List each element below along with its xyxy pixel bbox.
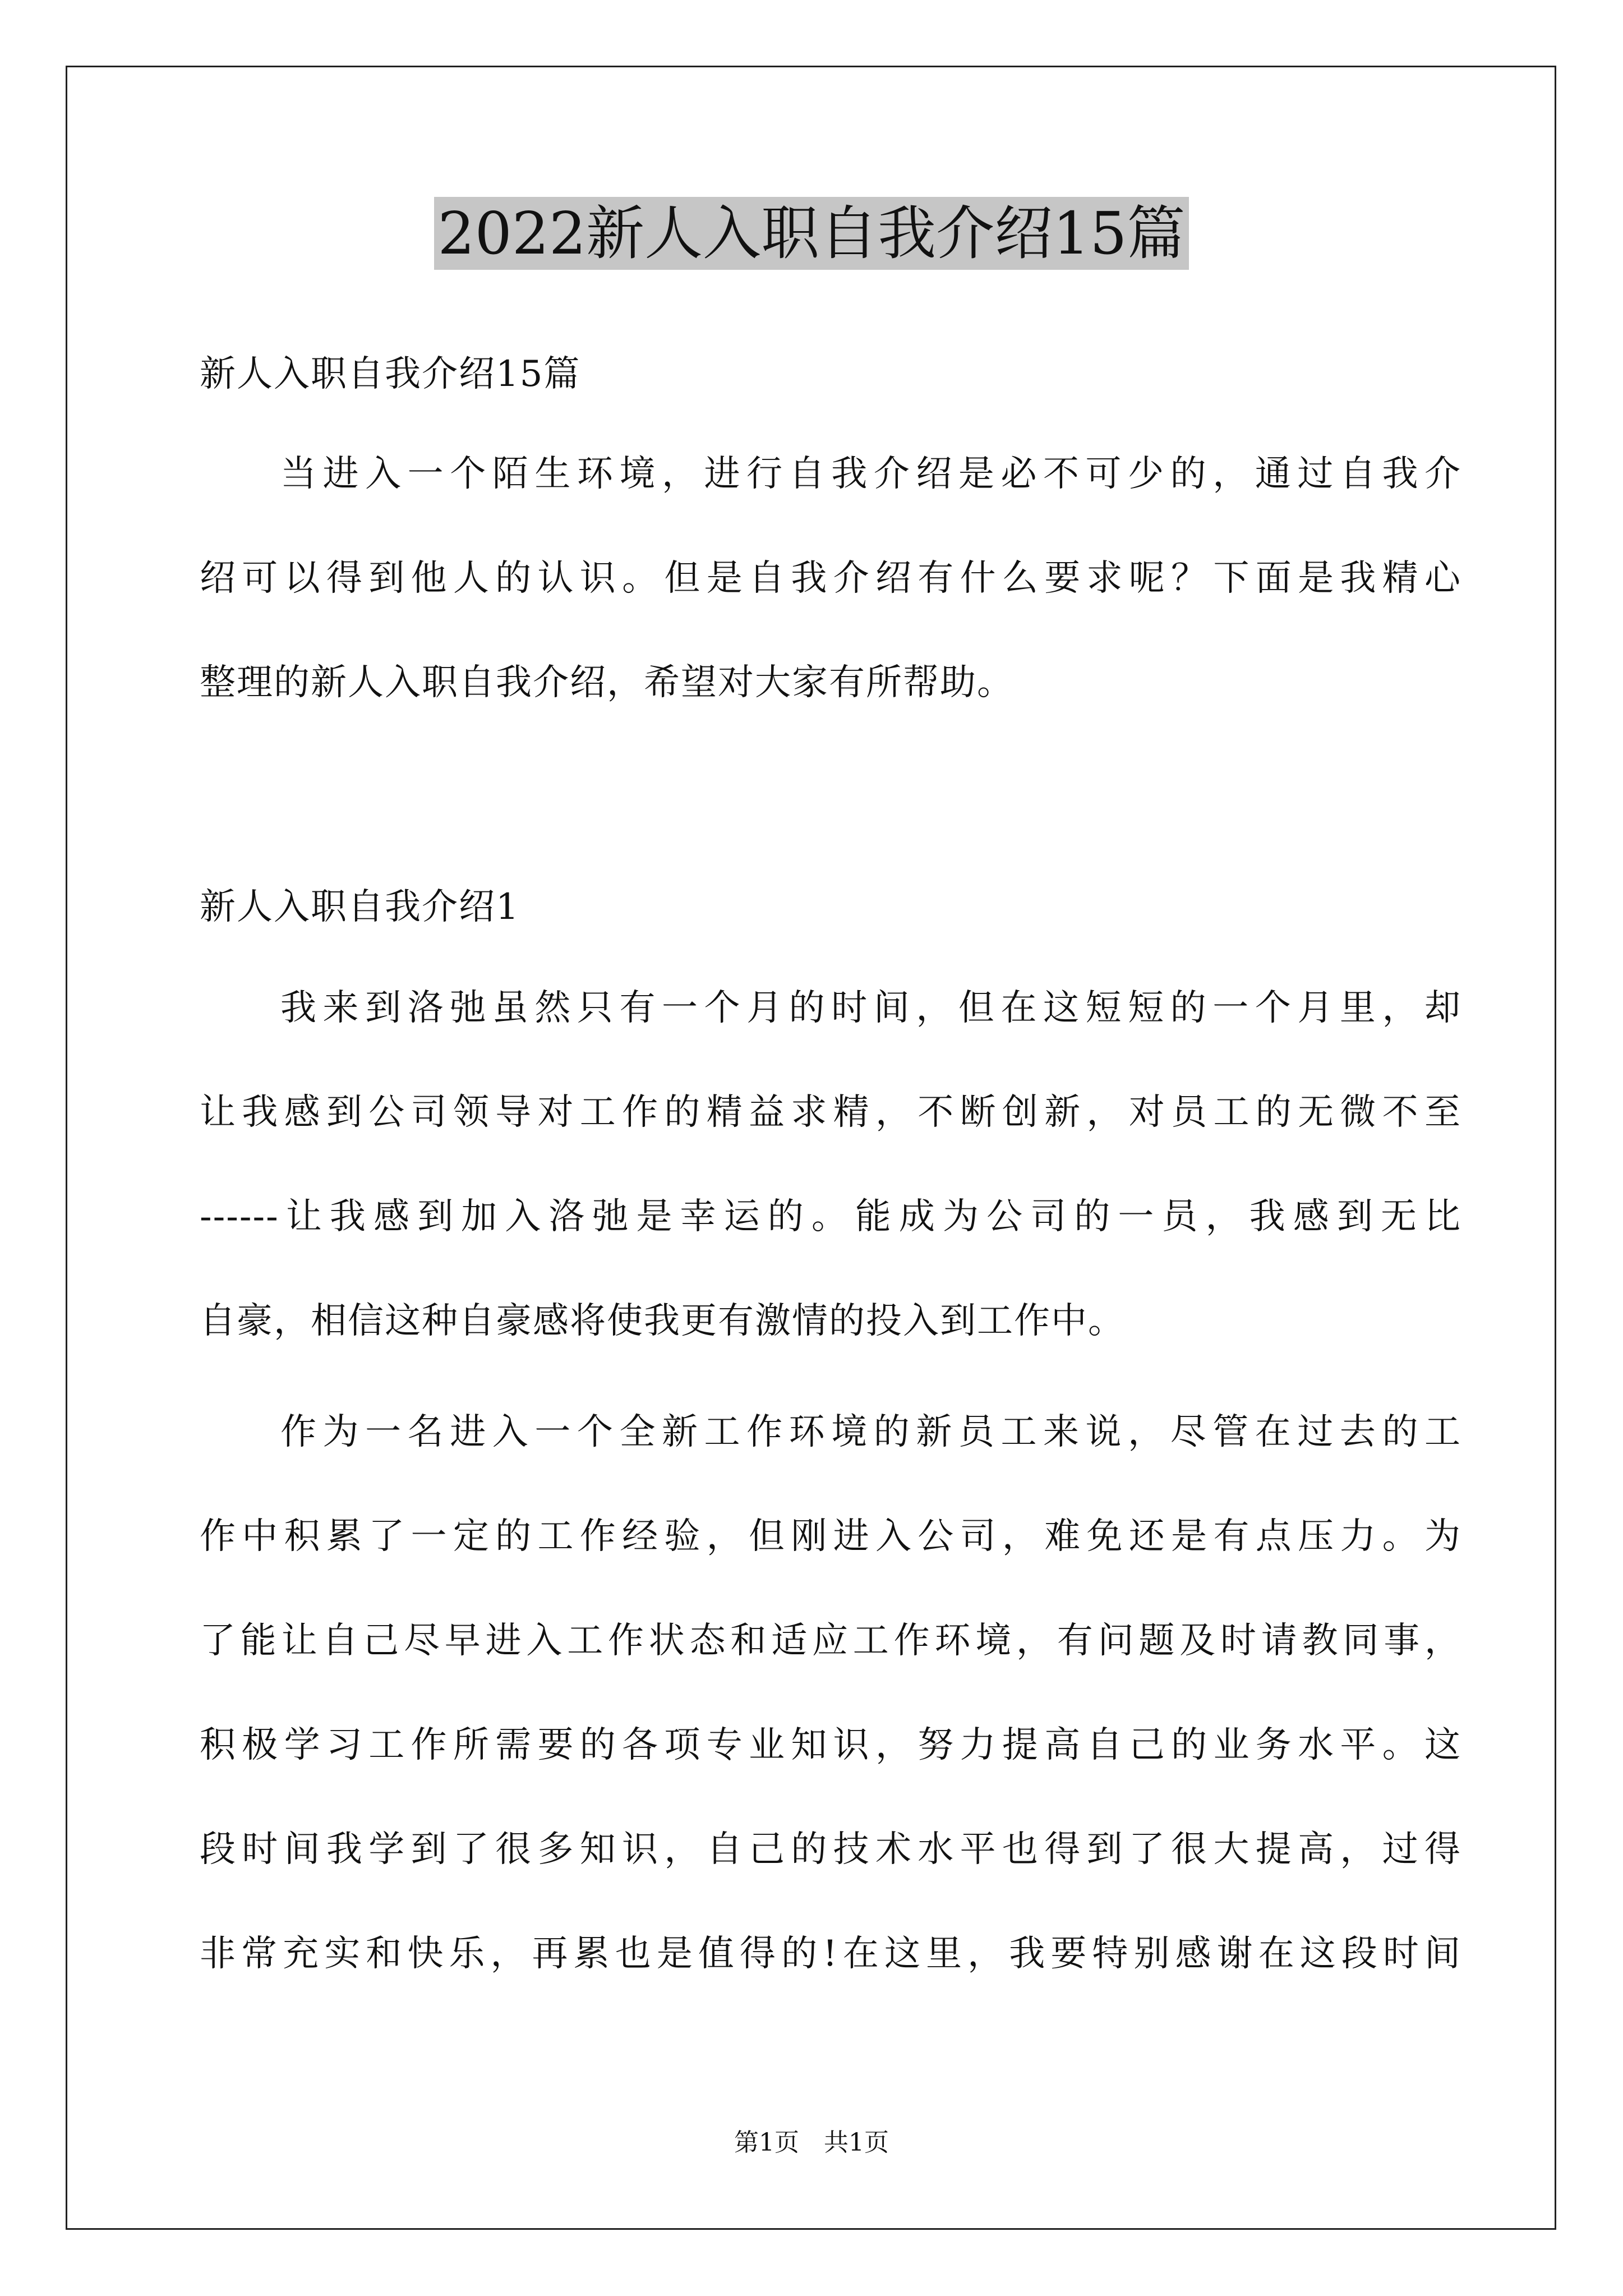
paragraph2-line: 非常充实和快乐，再累也是值得的!在这里，我要特别感谢在这段时间 xyxy=(200,1933,1461,1975)
intro-line: 当进入一个陌生环境，进行自我介绍是必不可少的，通过自我介 xyxy=(280,453,1461,495)
document-title xyxy=(0,195,1623,272)
document-title-text: 2022新人入职自我介绍15篇 xyxy=(434,197,1188,270)
page-footer: 第1页 共1页 xyxy=(734,2128,889,2157)
document-subtitle: 新人入职自我介绍15篇 xyxy=(200,353,581,395)
paragraph2-line: 了能让自己尽早进入工作状态和适应工作环境，有问题及时请教同事， xyxy=(200,1620,1461,1662)
paragraph1-line: 让我感到公司领导对工作的精益求精，不断创新，对员工的无微不至 xyxy=(200,1092,1461,1133)
paragraph1-line: 自豪，相信这种自豪感将使我更有激情的投入到工作中。 xyxy=(200,1300,1125,1342)
paragraph2-line: 作为一名进入一个全新工作环境的新员工来说，尽管在过去的工 xyxy=(280,1411,1461,1453)
paragraph2-line: 积极学习工作所需要的各项专业知识，努力提高自己的业务水平。这 xyxy=(200,1724,1461,1766)
paragraph1-line: 我来到洛弛虽然只有一个月的时间，但在这短短的一个月里，却 xyxy=(280,987,1461,1029)
paragraph1-line: ------让我感到加入洛弛是幸运的。能成为公司的一员，我感到无比 xyxy=(200,1196,1461,1237)
paragraph2-line: 段时间我学到了很多知识，自己的技术水平也得到了很大提高，过得 xyxy=(200,1829,1461,1870)
intro-line: 绍可以得到他人的认识。但是自我介绍有什么要求呢？下面是我精心 xyxy=(200,558,1461,599)
intro-line: 整理的新人入职自我介绍，希望对大家有所帮助。 xyxy=(200,662,1014,703)
paragraph2-line: 作中积累了一定的工作经验，但刚进入公司，难免还是有点压力。为 xyxy=(200,1516,1461,1557)
section-heading: 新人入职自我介绍1 xyxy=(200,886,520,928)
